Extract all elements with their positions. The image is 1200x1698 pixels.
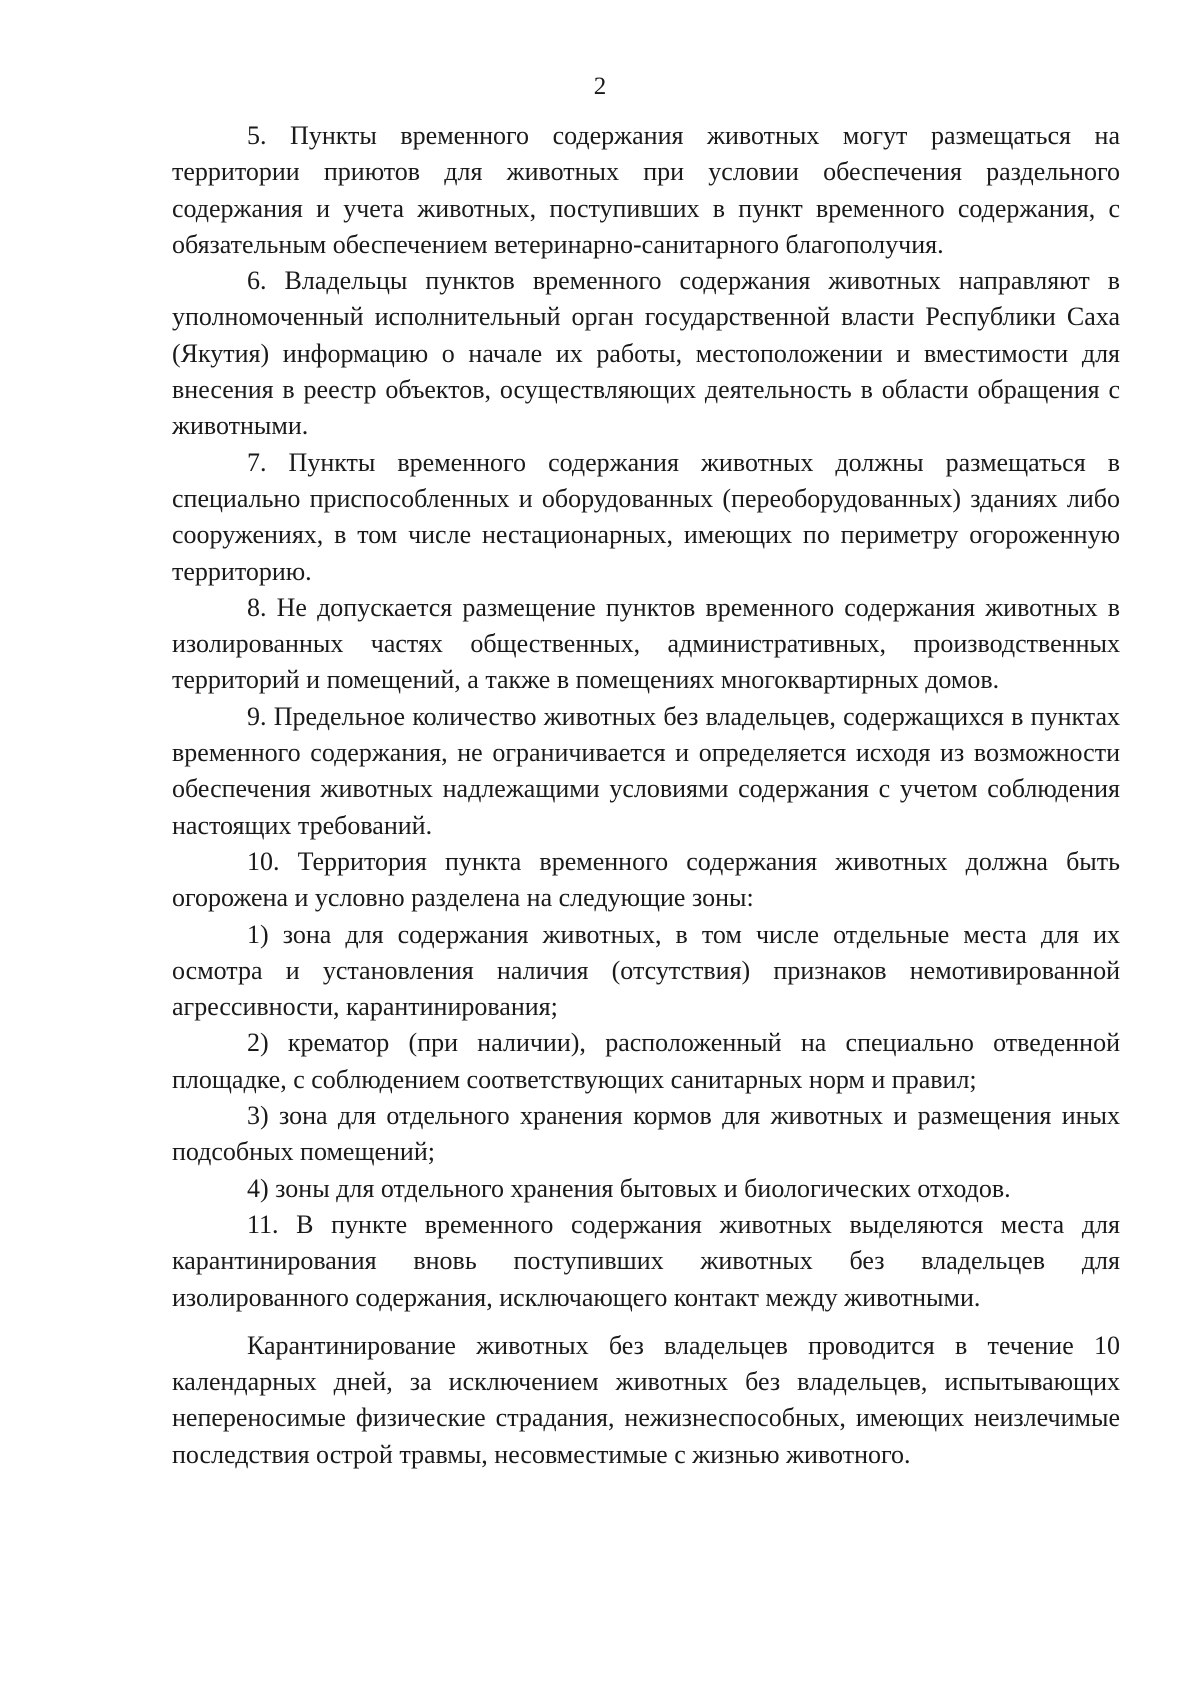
paragraph-7: 7. Пункты временного содержания животных должны размещаться в специально приспособленных и оборудованных (переоборудованных) зданиях либо сооружениях, в том числе нестационарных, имеющих по периметру огороженную территорию.: [172, 447, 1120, 586]
paragraph-5: 5. Пункты временного содержания животных могут размещаться на территории приютов для животных при условии обеспечения раздельного содержания и учета животных, поступивших в пункт временного содержания, с обязательным обеспечением ветеринарно-санитарного благополучия.: [172, 121, 1120, 259]
list-item-zone-1: 1) зона для содержания животных, в том числе отдельные места для их осмотра и установления наличия (отсутствия) признаков немотивированной агрессивности, карантинирования;: [172, 919, 1120, 1022]
list-item-zone-4: 4) зоны для отдельного хранения бытовых и биологических отходов.: [247, 1173, 1011, 1203]
list-item-zone-3: 3) зона для отдельного хранения кормов для животных и размещения иных подсобных помещений;: [172, 1101, 1120, 1167]
page-number: 2: [593, 73, 607, 100]
paragraph-10: 10. Территория пункта временного содержания животных должна быть огорожена и условно разделена на следующие зоны:: [172, 846, 1120, 913]
paragraph-11: 11. В пункте временного содержания животных выделяются места для карантинирования вновь поступивших животных без владельцев для изолированного содержания, исключающего контакт между животными.: [172, 1209, 1120, 1312]
document-body: [172, 118, 1120, 1473]
list-item-zone-2: 2) крематор (при наличии), расположенный на специально отведенной площадке, с соблюдением соответствующих санитарных норм и правил;: [172, 1028, 1120, 1094]
paragraph-9: 9. Предельное количество животных без владельцев, содержащихся в пунктах временного содержания, не ограничивается и определяется исходя из возможности обеспечения животных надлежащими условиями содержания с учетом соблюдения настоящих требований.: [172, 701, 1120, 840]
paragraph-6: 6. Владельцы пунктов временного содержания животных направляют в уполномоченный исполнительный орган государственной власти Республики Саха (Якутия) информацию о начале их работы, местоположении и вместимости для внесения в реестр объектов, осуществляющих деятельность в области обращения с животными.: [172, 266, 1120, 441]
paragraph-8: 8. Не допускается размещение пунктов временного содержания животных в изолированных частях общественных, административных, производственных территорий и помещений, а также в помещениях многоквартирных домов.: [172, 592, 1120, 695]
paragraph-quarantine: Карантинирование животных без владельцев проводится в течение 10 календарных дней, за исключением животных без владельцев, испытывающих непереносимые физические страдания, нежизнеспособных, имеющих неизлечимые последствия острой травмы, несовместимые с жизнью животного.: [172, 1330, 1120, 1469]
